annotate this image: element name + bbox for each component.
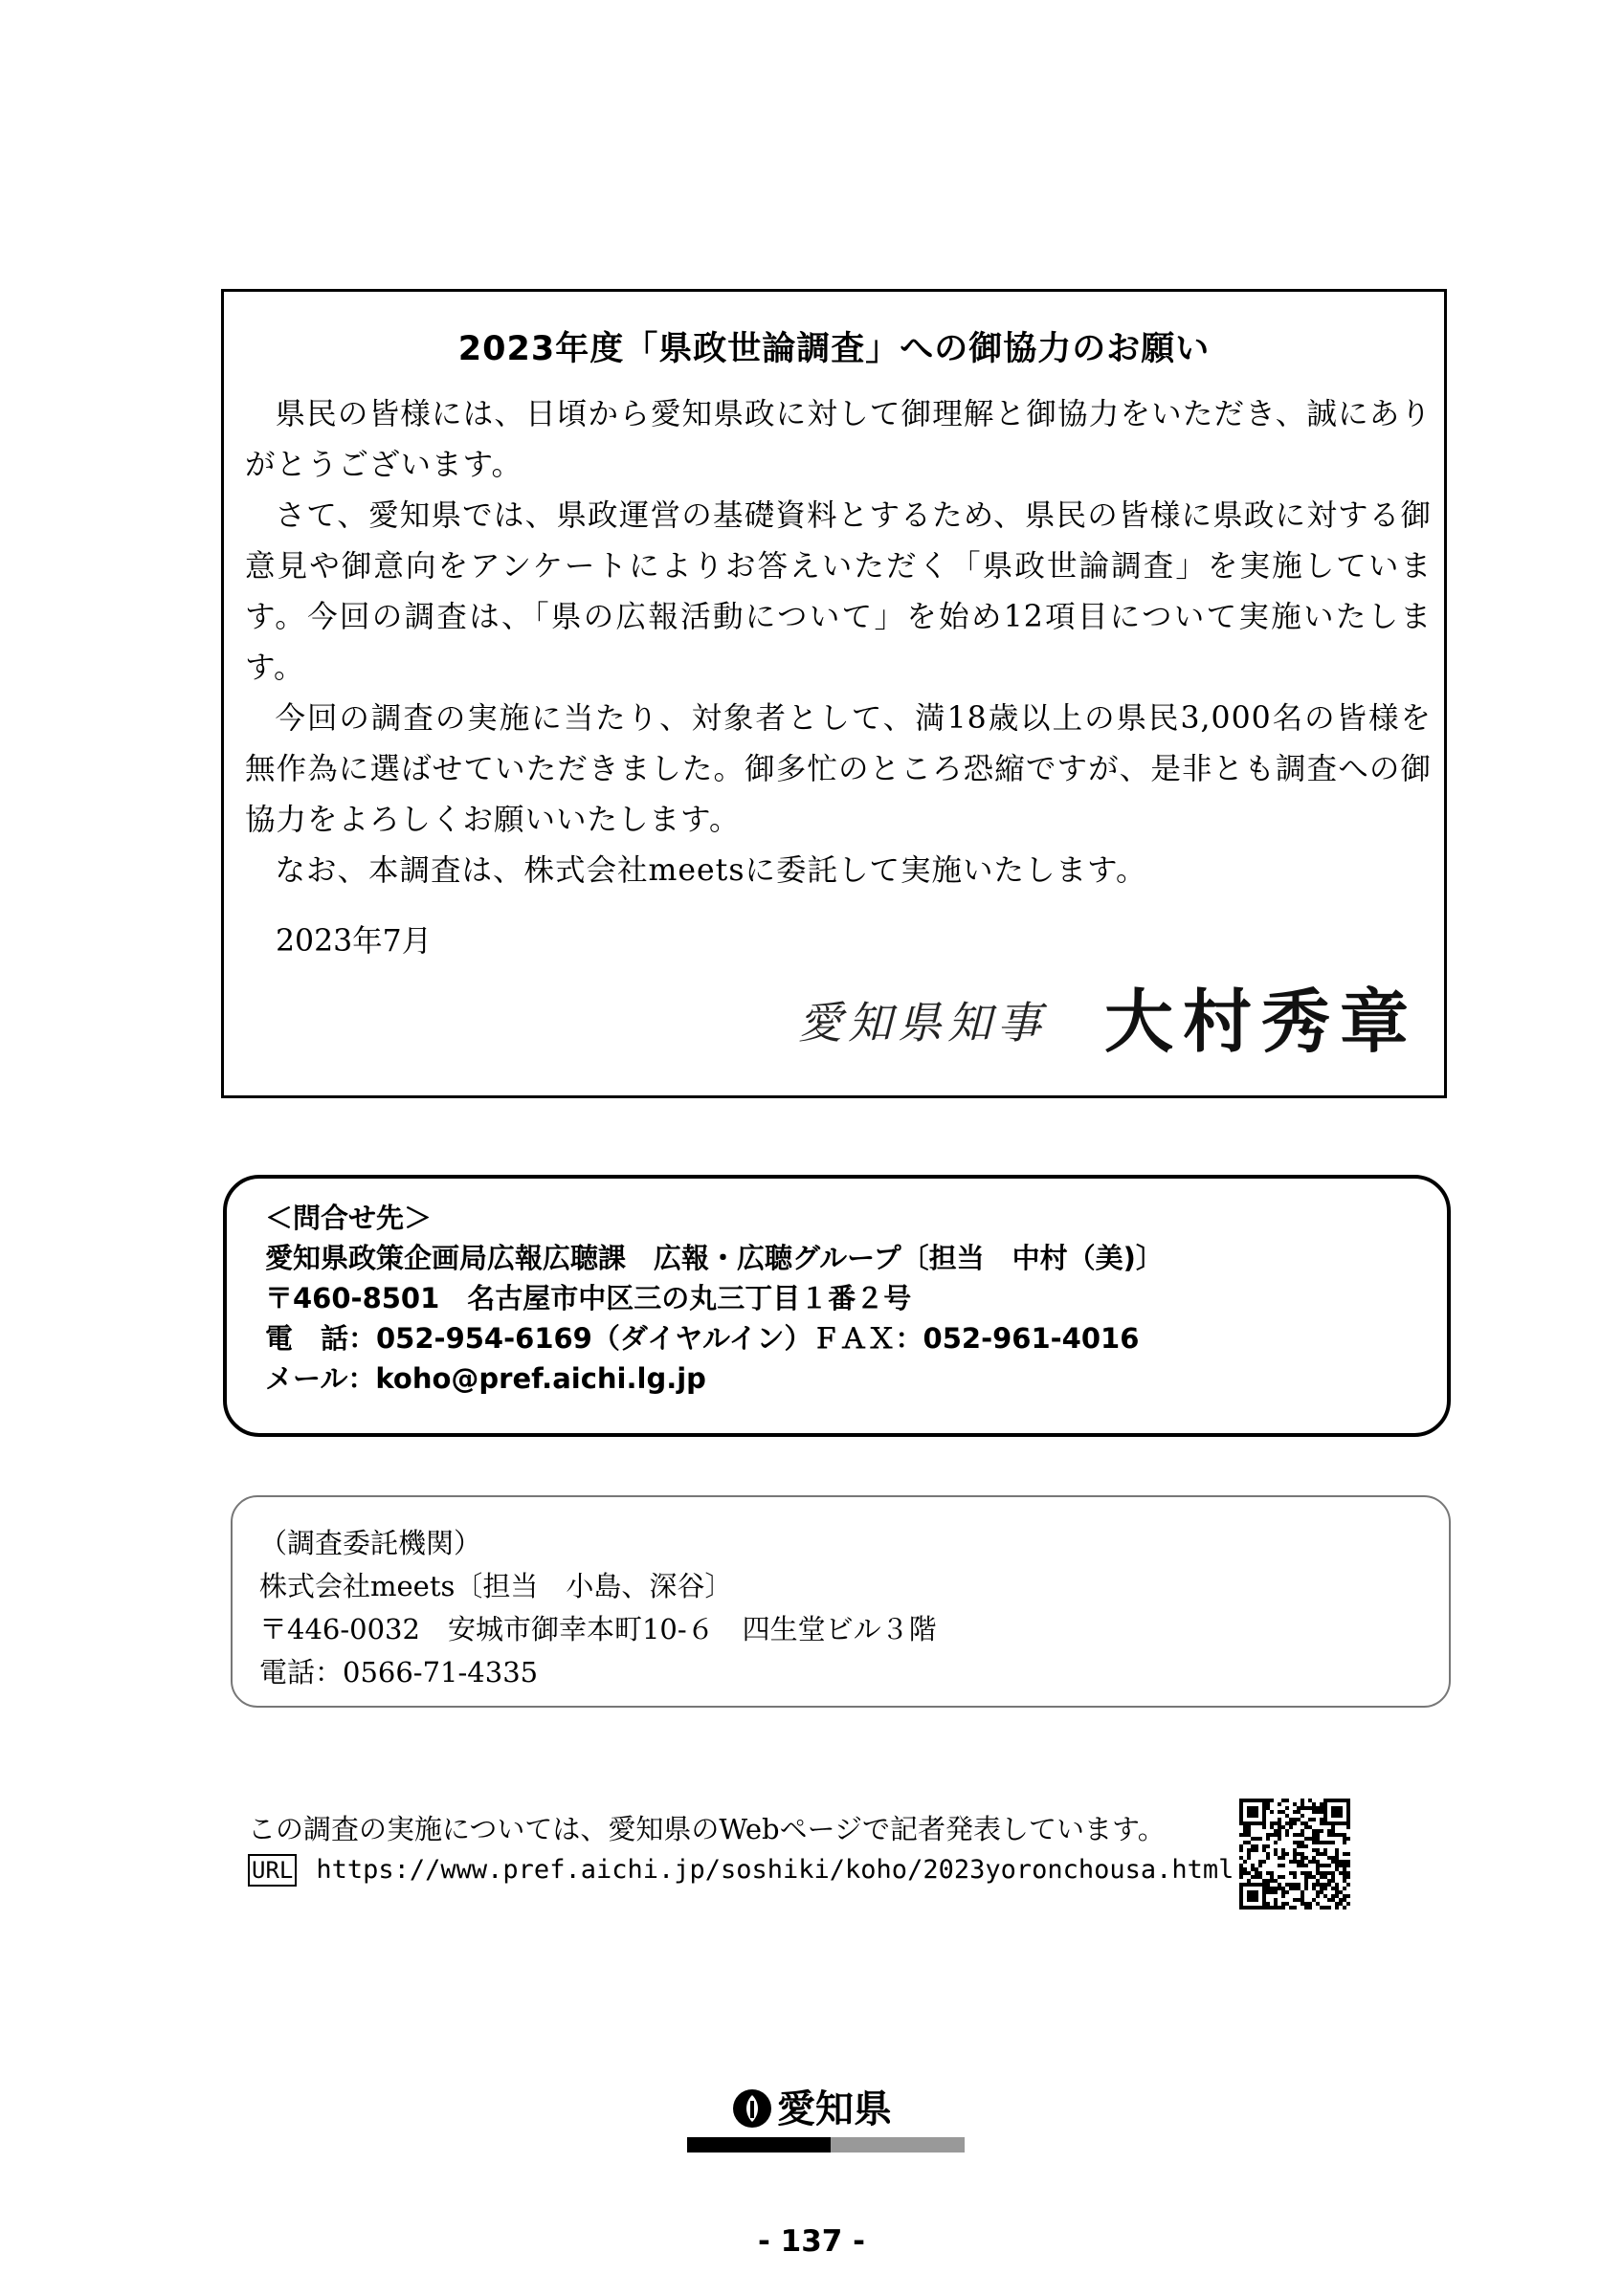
paragraph: 県民の皆様には、日頃から愛知県政に対して御理解と御協力をいただき、誠にありがとうございます。 <box>245 397 1432 482</box>
paragraph: 今回の調査の実施に当たり、対象者として、満18歳以上の県民3,000名の皆様を無作為に選ばせていただきました。御多忙のところ恐縮ですが、是非とも調査への御協力をよろしくお願いいたします。 <box>245 701 1432 837</box>
qr-code[interactable] <box>1239 1799 1350 1910</box>
agency-company: 株式会社meets〔担当 小島、深谷〕 <box>259 1570 733 1602</box>
url-icon: URL <box>248 1854 297 1887</box>
agency-box <box>231 1495 1451 1708</box>
signature-name: 大村秀章 <box>1104 981 1419 1062</box>
request-box <box>221 289 1447 1098</box>
web-notice: この調査の実施については、愛知県のWebページで記者発表しています。 <box>248 1813 1166 1845</box>
contact-email: メール：koho@pref.aichi.lg.jp <box>265 1362 706 1395</box>
agency-info <box>259 1522 937 1694</box>
page-number: - 137 - <box>757 2224 866 2259</box>
contact-box <box>223 1175 1451 1437</box>
contact-heading: ＜問合せ先＞ <box>265 1202 433 1234</box>
request-title: 2023年度「県政世論調査」への御協力のお願い <box>457 330 1211 368</box>
contact-phone: 電 話：052-954-6169（ダイヤルイン）ＦＡＸ：052-961-4016 <box>265 1322 1140 1355</box>
agency-phone: 電話：0566-71-4335 <box>259 1656 539 1689</box>
paragraph: なお、本調査は、株式会社meetsに委託して実施いたします。 <box>275 853 1147 888</box>
logo-text: 愛知県 <box>777 2087 892 2131</box>
paragraph: さて、愛知県では、県政運営の基礎資料とするため、県民の皆様に県政に対する御意見や御意向をアンケートによりお答えいただく「県政世論調査」を実施しています。今回の調査は、「県の広報活動について」を始め12項目について実施いたします。 <box>245 498 1432 685</box>
url-line <box>248 1854 1234 1887</box>
contact-address: 〒460-8501 名古屋市中区三の丸三丁目１番２号 <box>265 1282 912 1314</box>
agency-address: 〒446-0032 安城市御幸本町10-６ 四生堂ビル３階 <box>259 1613 937 1645</box>
contact-info <box>265 1198 1164 1399</box>
aichi-logo <box>687 2076 965 2152</box>
contact-department: 愛知県政策企画局広報広聴課 広報・広聴グループ〔担当 中村（美)〕 <box>265 1242 1164 1274</box>
request-body <box>245 389 1432 896</box>
governor-signature <box>779 971 1430 1067</box>
url-link[interactable]: https://www.pref.aichi.jp/soshiki/koho/2023yoronchousa.html <box>316 1855 1234 1885</box>
agency-heading: （調査委託機関） <box>259 1527 482 1559</box>
signature-title: 愛知県知事 <box>798 997 1047 1049</box>
request-date: 2023年7月 <box>276 924 433 959</box>
